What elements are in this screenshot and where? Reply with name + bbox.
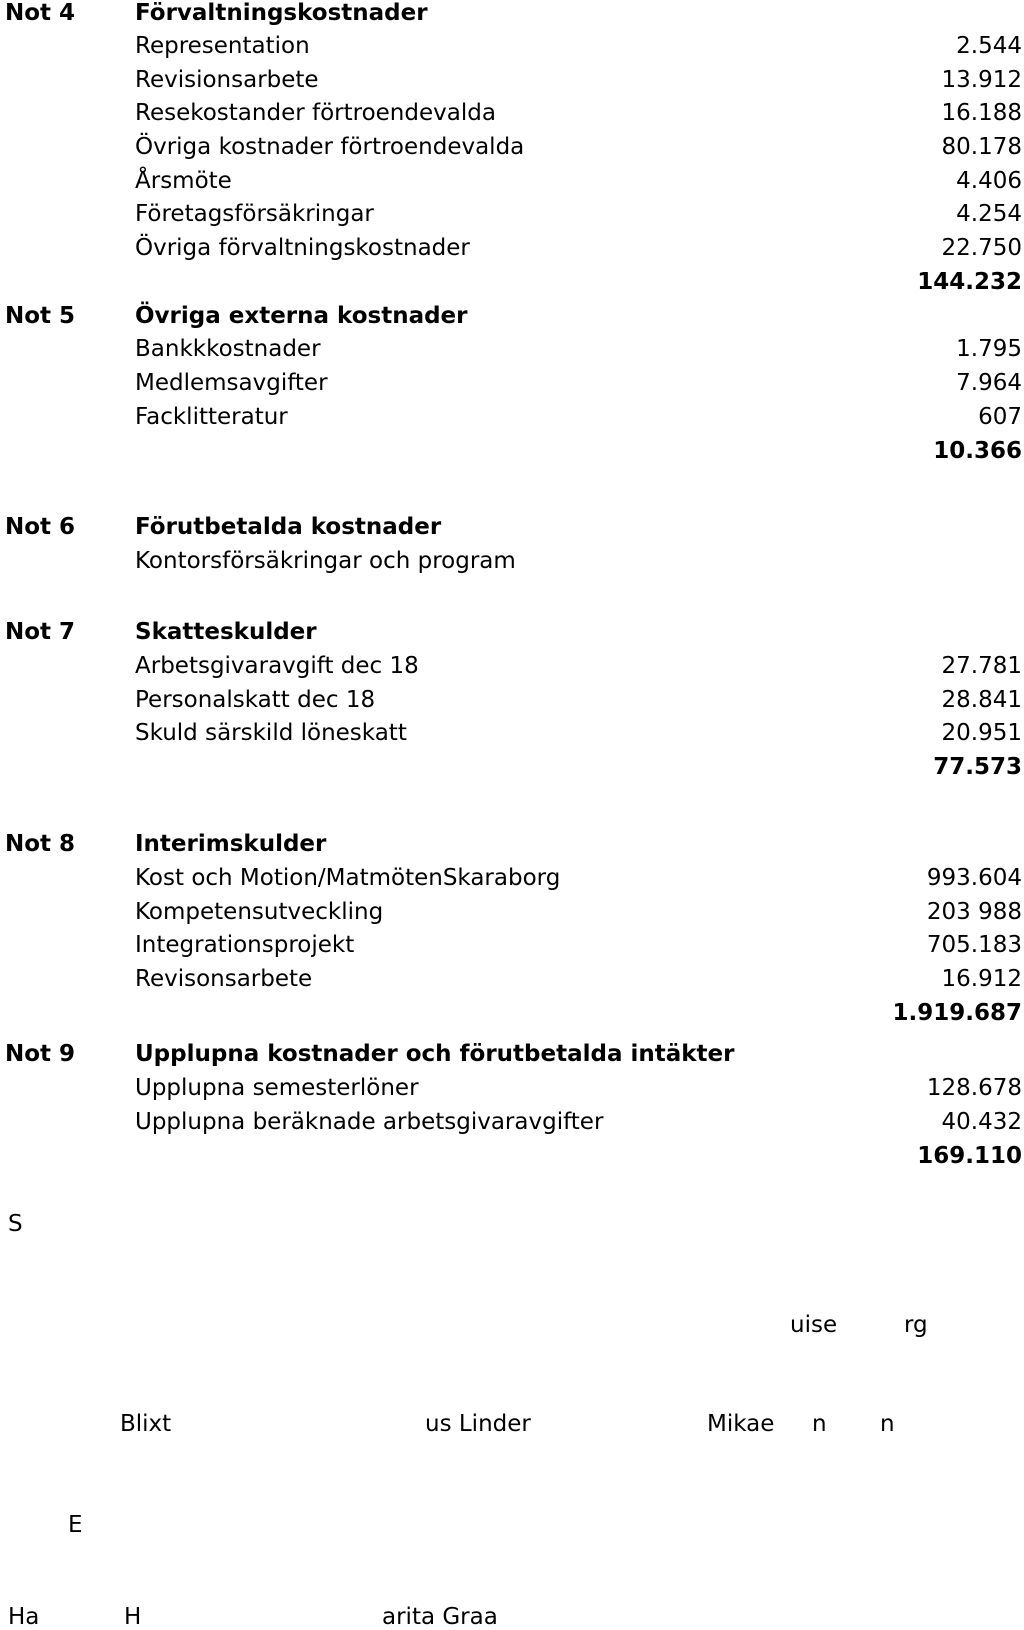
signature-fragment: E [68,1512,83,1538]
line-item-name: Kost och Motion/MatmötenSkaraborg [135,865,561,891]
signature-fragment: us Linder [425,1411,531,1437]
signature-fragment: S [8,1211,23,1237]
line-item-amount: 13.912 [941,67,1022,93]
line-item-amount: 993.604 [926,865,1022,891]
note-label-9: Not 9 [5,1041,76,1067]
signature-fragment: n [812,1411,827,1437]
note-heading-5: Övriga externa kostnader [135,303,468,329]
note-total-7: 77.573 [933,754,1022,780]
signature-fragment: n [880,1411,895,1437]
line-item-amount: 1.795 [956,336,1022,362]
line-item-name: Resekostander förtroendevalda [135,100,496,126]
note-total-5: 10.366 [933,438,1022,464]
line-item-name: Medlemsavgifter [135,370,328,396]
signature-fragment: uise [790,1312,838,1338]
line-item-amount: 203 988 [926,899,1022,925]
line-item-amount: 80.178 [941,134,1022,160]
line-item-amount: 16.912 [941,966,1022,992]
line-item-name: Årsmöte [135,168,232,194]
line-item-amount: 128.678 [926,1075,1022,1101]
signature-fragment: arita Graa [382,1604,498,1630]
note-total-9: 169.110 [917,1143,1022,1169]
line-item-amount: 4.254 [956,201,1022,227]
signature-fragment: rg [904,1312,928,1338]
line-item-name: Övriga kostnader förtroendevalda [135,134,525,160]
line-item-name: Upplupna beräknade arbetsgivaravgifter [135,1109,604,1135]
line-item-amount: 22.750 [941,235,1022,261]
signature-fragment: Mikae [707,1411,775,1437]
line-item-amount: 40.432 [941,1109,1022,1135]
line-item-name: Kontorsförsäkringar och program [135,548,516,574]
line-item-name: Övriga förvaltningskostnader [135,235,470,261]
line-item-amount: 7.964 [956,370,1022,396]
note-label-8: Not 8 [5,831,76,857]
signature-fragment: Ha [8,1604,40,1630]
line-item-name: Revisonsarbete [135,966,313,992]
note-heading-7: Skatteskulder [135,619,317,645]
line-item-amount: 20.951 [941,720,1022,746]
line-item-amount: 4.406 [956,168,1022,194]
note-heading-4: Förvaltningskostnader [135,0,428,26]
line-item-name: Företagsförsäkringar [135,201,374,227]
line-item-name: Kompetensutveckling [135,899,384,925]
line-item-name: Integrationsprojekt [135,932,355,958]
line-item-amount: 607 [978,404,1022,430]
line-item-name: Bankkkostnader [135,336,321,362]
line-item-name: Arbetsgivaravgift dec 18 [135,653,419,679]
note-heading-8: Interimskulder [135,831,327,857]
signature-fragment: H [124,1604,142,1630]
note-label-4: Not 4 [5,0,76,26]
line-item-name: Representation [135,33,310,59]
line-item-name: Facklitteratur [135,404,288,430]
note-label-7: Not 7 [5,619,76,645]
signature-fragment: Blixt [120,1411,172,1437]
line-item-name: Revisionsarbete [135,67,319,93]
line-item-amount: 28.841 [941,687,1022,713]
line-item-amount: 705.183 [926,932,1022,958]
line-item-name: Upplupna semesterlöner [135,1075,419,1101]
note-heading-6: Förutbetalda kostnader [135,514,442,540]
note-total-4: 144.232 [917,269,1022,295]
note-total-8: 1.919.687 [892,1000,1022,1026]
line-item-amount: 2.544 [956,33,1022,59]
note-label-5: Not 5 [5,303,76,329]
line-item-name: Personalskatt dec 18 [135,687,376,713]
line-item-amount: 27.781 [941,653,1022,679]
note-heading-9: Upplupna kostnader och förutbetalda intäkter [135,1041,735,1067]
line-item-amount: 16.188 [941,100,1022,126]
note-label-6: Not 6 [5,514,76,540]
line-item-name: Skuld särskild löneskatt [135,720,407,746]
